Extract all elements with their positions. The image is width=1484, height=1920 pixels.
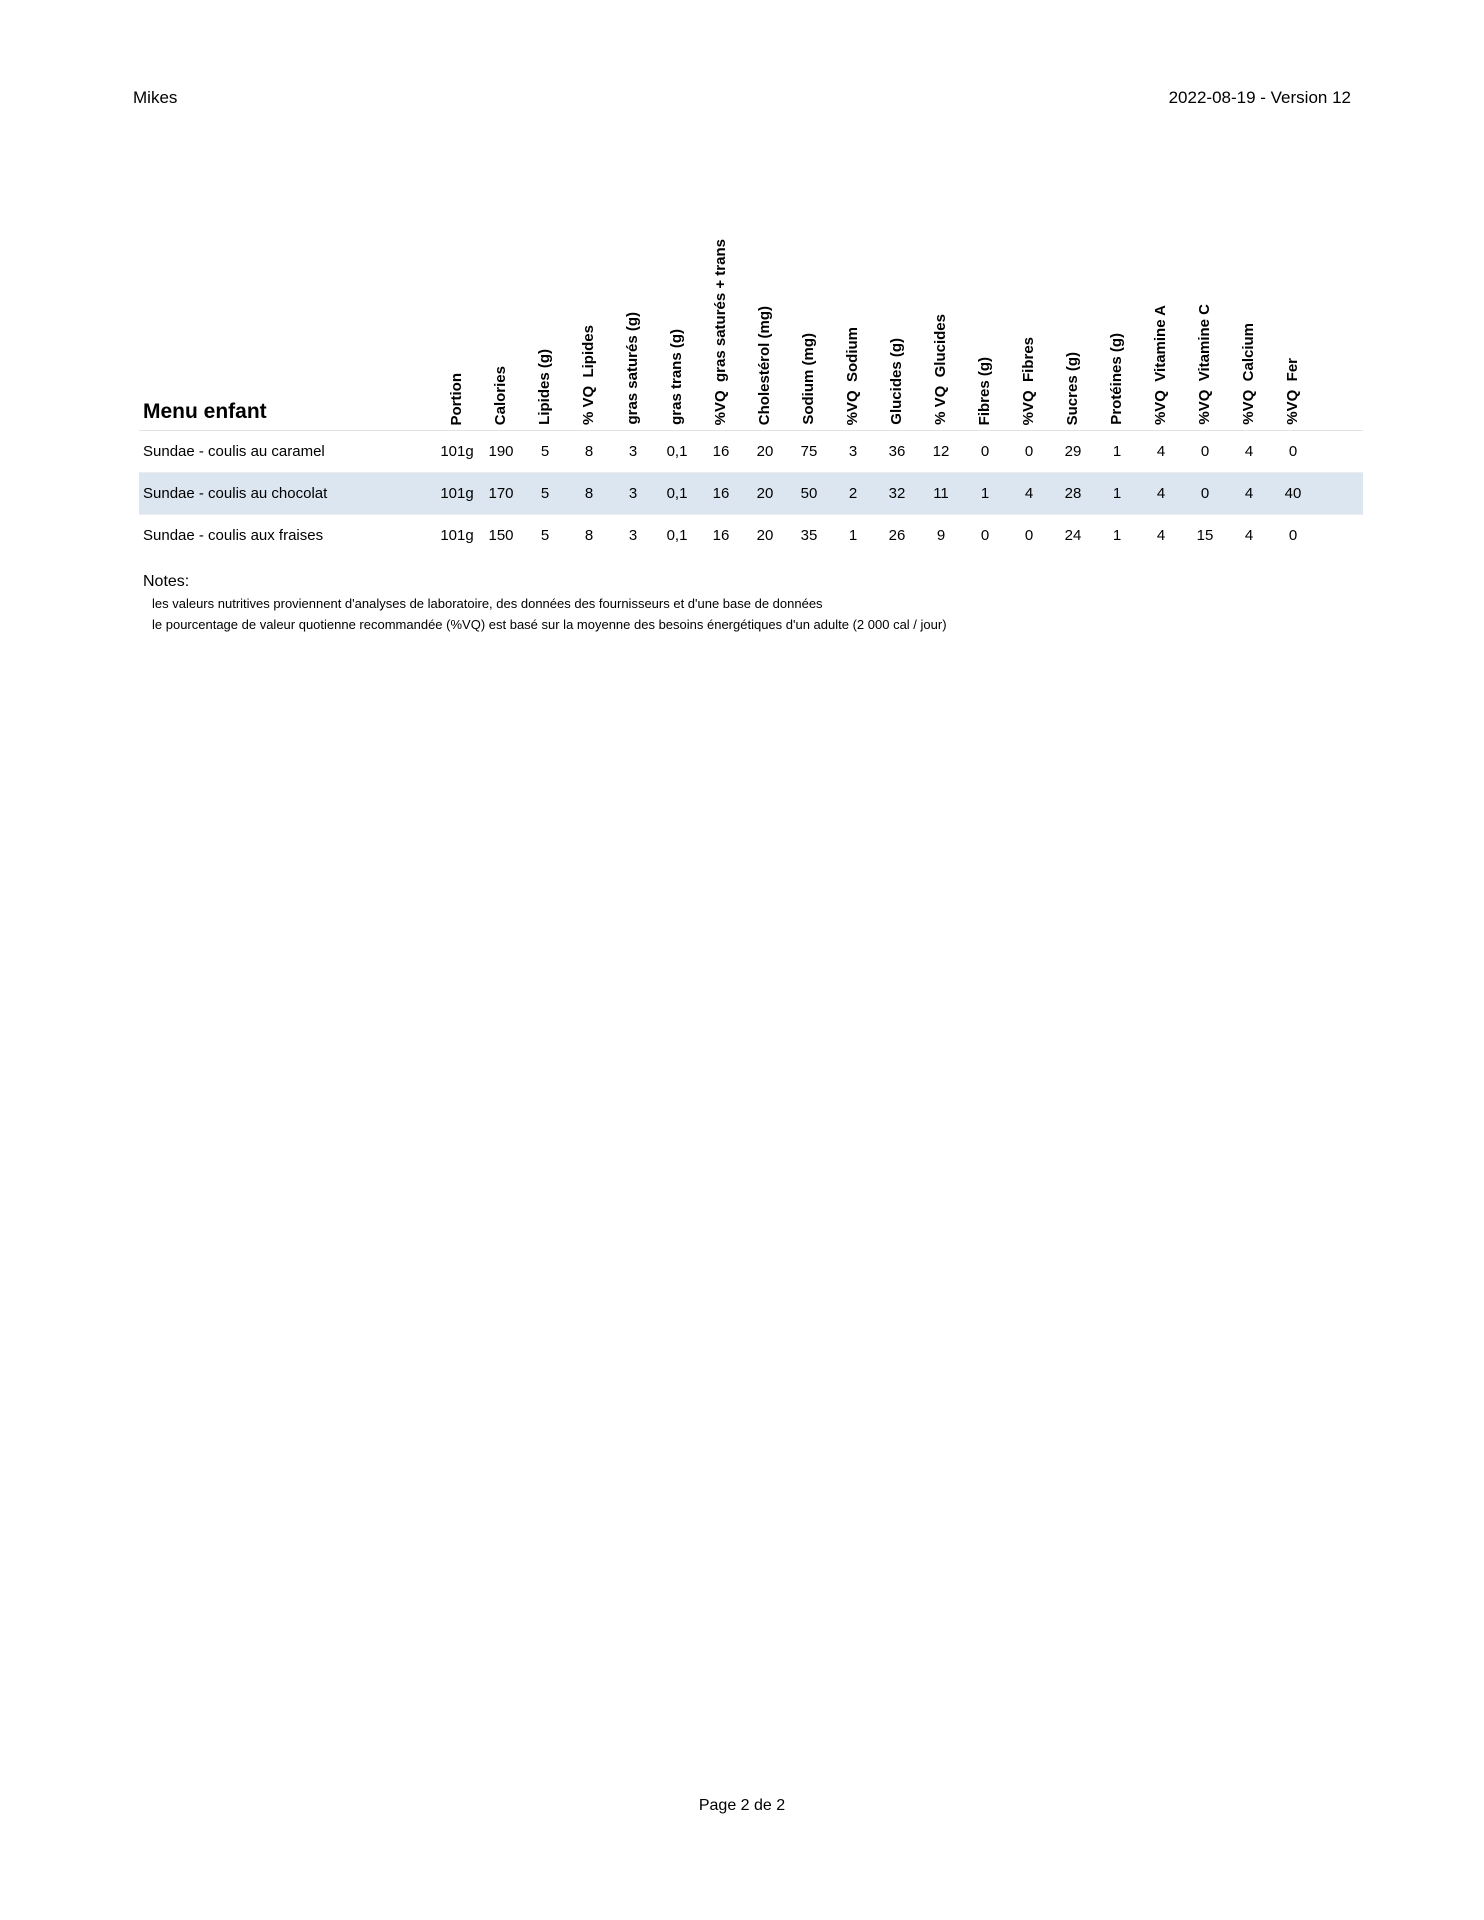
column-header-label: %VQ Sodium: [844, 326, 861, 425]
nutrition-value: 5: [540, 485, 550, 502]
column-header: [1051, 185, 1095, 431]
nutrition-value: 0,1: [666, 527, 688, 545]
nutrition-value: 150: [488, 527, 514, 545]
column-header-label: Fibres (g): [976, 356, 993, 425]
column-header-label: % VQ Glucides: [932, 314, 949, 425]
brand-name: Mikes: [133, 88, 178, 107]
nutrition-value: 190: [488, 443, 514, 460]
nutrition-value: 4: [1156, 485, 1166, 502]
nutrition-value: 101g: [440, 485, 474, 502]
column-header: [1007, 185, 1051, 431]
nutrition-value: 3: [628, 485, 638, 502]
row-spacer: [1315, 515, 1363, 557]
column-header: [875, 185, 919, 431]
column-header: [611, 185, 655, 431]
column-header: [1095, 185, 1139, 431]
nutrition-value: 0: [980, 527, 990, 545]
nutrition-value: 3: [628, 443, 638, 460]
nutrition-value: 4: [1156, 443, 1166, 460]
column-header: [1271, 185, 1315, 431]
table-row: [139, 515, 1363, 557]
table-title: Menu enfant: [143, 400, 267, 423]
nutrition-value: 36: [888, 443, 906, 460]
row-spacer: [1315, 431, 1363, 473]
nutrition-value: 20: [756, 443, 774, 460]
nutrition-value: 11: [933, 485, 949, 502]
column-header: [523, 185, 567, 431]
nutrition-value: 20: [756, 527, 774, 545]
nutrition-value: 0: [980, 443, 990, 460]
column-header-label: Portion: [448, 372, 465, 425]
menu-item-name: Sundae - coulis aux fraises: [143, 527, 324, 545]
column-header: [919, 185, 963, 431]
column-header-label: Cholestérol (mg): [756, 305, 773, 425]
nutrition-value: 3: [848, 443, 858, 460]
column-header: [831, 185, 875, 431]
nutrition-value: 1: [848, 527, 858, 545]
menu-item-name: Sundae - coulis au chocolat: [143, 485, 328, 502]
table-row: [139, 431, 1363, 473]
nutrition-value: 0: [1024, 527, 1034, 545]
note-item: le pourcentage de valeur quotienne recommandée (%VQ) est basé sur la moyenne des besoins énergétiques d'un adulte (2 000 cal / jour): [152, 616, 947, 632]
table-title-cell: [139, 185, 435, 431]
header-spacer: [1315, 185, 1363, 431]
nutrition-value: 50: [800, 485, 818, 502]
column-header: [787, 185, 831, 431]
nutrition-value: 4: [1244, 443, 1254, 460]
nutrition-value: 9: [936, 527, 946, 545]
column-header: [963, 185, 1007, 431]
document-header: [0, 0, 1484, 108]
nutrition-value: 0: [1200, 485, 1210, 502]
version-label: 2022-08-19 - Version 12: [1168, 88, 1351, 107]
nutrition-value: 0,1: [666, 485, 688, 502]
column-header-label: Sucres (g): [1064, 351, 1081, 425]
nutrition-value: 24: [1064, 527, 1082, 545]
nutrition-value: 3: [628, 527, 638, 545]
column-header: [743, 185, 787, 431]
column-header-label: Protéines (g): [1108, 333, 1125, 425]
nutrition-value: 101g: [440, 527, 474, 545]
nutrition-value: 101g: [440, 443, 474, 460]
nutrition-value: 1: [1112, 527, 1122, 545]
nutrition-value: 8: [584, 527, 594, 545]
column-header-label: gras trans (g): [668, 329, 685, 425]
column-header-label: % VQ Lipides: [580, 324, 597, 425]
nutrition-value: 8: [584, 485, 594, 502]
row-spacer: [1315, 473, 1363, 515]
nutrition-value: 28: [1064, 485, 1082, 502]
nutrition-value: 1: [1112, 443, 1122, 460]
nutrition-value: 5: [540, 443, 550, 460]
note-item: les valeurs nutritives proviennent d'analyses de laboratoire, des données des fournisseurs et d'une base de données: [152, 595, 823, 611]
column-header: [1139, 185, 1183, 431]
nutrition-value: 2: [848, 485, 858, 502]
notes-section: [143, 571, 1484, 635]
nutrition-value: 4: [1244, 485, 1254, 502]
column-header: [435, 185, 479, 431]
column-header-label: Glucides (g): [888, 338, 905, 425]
nutrition-value: 32: [888, 485, 906, 502]
table-row: [139, 473, 1363, 515]
column-header-label: %VQ Calcium: [1240, 323, 1257, 425]
column-header-label: %VQ Vitamine A: [1152, 304, 1169, 425]
nutrition-value: 8: [584, 443, 594, 460]
nutrition-value: 5: [540, 527, 550, 545]
column-header: [479, 185, 523, 431]
nutrition-value: 35: [800, 527, 818, 545]
nutrition-value: 12: [932, 443, 950, 460]
nutrition-value: 170: [488, 485, 514, 502]
table-body: [139, 431, 1363, 557]
nutrition-value: 16: [712, 485, 730, 502]
column-header-label: Sodium (mg): [800, 333, 817, 425]
column-header-label: Lipides (g): [536, 349, 553, 425]
menu-item-name: Sundae - coulis au caramel: [143, 443, 325, 460]
nutrition-value: 1: [1112, 485, 1122, 502]
notes-title: Notes:: [143, 572, 190, 590]
nutrition-value: 4: [1024, 485, 1034, 502]
nutrition-value: 40: [1284, 485, 1302, 502]
column-header-label: %VQ Vitamine C: [1196, 304, 1213, 425]
column-header-label: %VQ gras saturés + trans: [712, 238, 729, 425]
column-header-label: %VQ Fer: [1284, 358, 1301, 425]
nutrition-value: 4: [1156, 527, 1166, 545]
table-header-row: [139, 185, 1363, 431]
nutrition-value: 0: [1200, 443, 1210, 460]
column-header: [655, 185, 699, 431]
nutrition-value: 20: [756, 485, 774, 502]
column-header: [567, 185, 611, 431]
nutrition-value: 75: [800, 443, 818, 460]
nutrition-value: 0: [1288, 443, 1298, 460]
column-header: [1183, 185, 1227, 431]
nutrition-value: 15: [1196, 527, 1214, 545]
nutrition-value: 0: [1024, 443, 1034, 460]
nutrition-value: 16: [712, 527, 730, 545]
nutrition-value: 26: [888, 527, 906, 545]
column-header: [699, 185, 743, 431]
nutrition-value: 1: [980, 485, 990, 502]
nutrition-value: 0,1: [666, 443, 688, 460]
nutrition-value: 16: [712, 443, 730, 460]
column-header-label: Calories: [492, 365, 509, 425]
nutrition-table: [139, 185, 1363, 557]
column-header: [1227, 185, 1271, 431]
nutrition-value: 0: [1288, 527, 1298, 545]
column-header-label: %VQ Fibres: [1020, 336, 1037, 425]
nutrition-value: 4: [1244, 527, 1254, 545]
page-number: Page 2 de 2: [698, 1797, 786, 1814]
column-header-label: gras saturés (g): [624, 312, 641, 425]
nutrition-value: 29: [1064, 443, 1082, 460]
